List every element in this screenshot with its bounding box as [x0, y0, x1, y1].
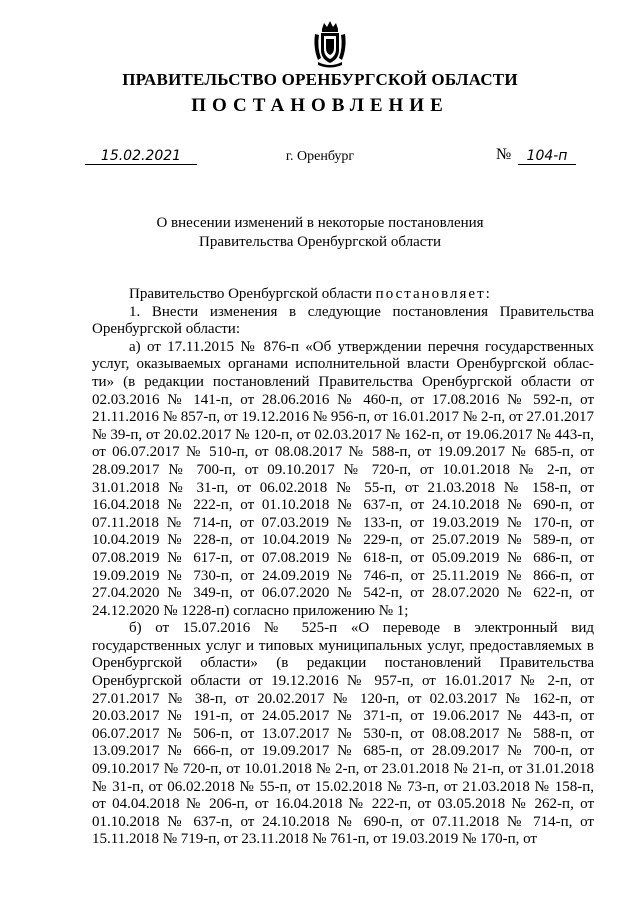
paragraph-item-1: 1. Внести изменения в следующие постановления Правительства Оренбургской области: — [92, 303, 594, 338]
document-date: 15.02.2021 — [85, 148, 197, 165]
subject-line-1: О внесении изменений в некоторые постановления — [156, 215, 484, 231]
coat-of-arms-icon — [312, 20, 348, 68]
document-body — [92, 286, 594, 849]
paragraph-item-a: а) от 17.11.2015 № 876-п «Об утверждении перечня государственных услуг, оказываемых органами исполнительной власти Оренбургской облас-ти» (в редакции постановлений Правительства Оренбургской области от 02.03.2016 № 141-п, от 28.06.2016 № 460-п, от 17.08.2016 № 592-п, от 21.11.2016 № 857-п, от 19.12.2016 № 956-п, от 16.01.2017 № 2-п, от 27.01.2017 № 39-п, от 20.02.2017 № 120-п, от 02.03.2017 № 162-п, от 19.06.2017 № 443-п, от 06.07.2017 № 510-п, от 08.08.2017 № 588-п, от 19.09.2017 № 685-п, от 28.09.2017 № 700-п, от 09.10.2017 № 720-п, от 10.01.2018 № 2-п, от 31.01.2018 № 31-п, от 06.02.2018 № 55-п, от 21.03.2018 № 158-п, от 16.04.2018 № 222-п, от 01.10.2018 № 637-п, от 24.10.2018 № 690-п, от 07.11.2018 № 714-п, от 07.03.2019 № 133-п, от 19.03.2019 № 170-п, от 10.04.2019 № 228-п, от 10.04.2019 № 229-п, от 25.07.2019 № 589-п, от 07.08.2019 № 617-п, от 07.08.2019 № 618-п, от 05.09.2019 № 686-п, от 19.09.2019 № 730-п, от 24.09.2019 № 746-п, от 25.11.2019 № 866-п, от 27.04.2020 № 349-п, от 06.07.2020 № 542-п, от 28.07.2020 № 622-п, от 24.12.2020 № 1228-п) согласно приложению № 1; — [92, 338, 594, 619]
document-type: ПОСТАНОВЛЕНИЕ — [191, 95, 449, 116]
document-number: 104-п — [518, 148, 576, 165]
document-subject — [0, 214, 640, 252]
subject-line-2: Правительства Оренбургской области — [199, 234, 441, 250]
number-label: № — [496, 146, 512, 163]
document-city: г. Оренбург — [285, 149, 355, 164]
preamble-verb: постановляет: — [375, 286, 492, 302]
preamble-text: Правительство Оренбургской области — [129, 286, 376, 302]
government-title: ПРАВИТЕЛЬСТВО ОРЕНБУРГСКОЙ ОБЛАСТИ — [122, 70, 518, 89]
preamble — [92, 286, 594, 304]
paragraph-item-b: б) от 15.07.2016 № 525-п «О переводе в электронный вид государственных услуг и типовых муниципальных услуг, предоставляемых в Оренбургской области» (в редакции постановлений Правительства Оренбургской области от 19.12.2016 № 957-п, от 16.01.2017 № 2-п, от 27.01.2017 № 38-п, от 20.02.2017 № 120-п, от 02.03.2017 № 162-п, от 20.03.2017 № 191-п, от 24.05.2017 № 371-п, от 19.06.2017 № 443-п, от 06.07.2017 № 506-п, от 13.07.2017 № 530-п, от 08.08.2017 № 588-п, от 13.09.2017 № 666-п, от 19.09.2017 № 685-п, от 28.09.2017 № 700-п, от 09.10.2017 № 720-п, от 10.01.2018 № 2-п, от 23.01.2018 № 21-п, от 31.01.2018 № 31-п, от 06.02.2018 № 55-п, от 15.02.2018 № 73-п, от 21.03.2018 № 158-п, от 04.04.2018 № 206-п, от 16.04.2018 № 222-п, от 03.05.2018 № 262-п, от 01.10.2018 № 637-п, от 24.10.2018 № 690-п, от 07.11.2018 № 714-п, от 15.11.2018 № 719-п, от 23.11.2018 № 761-п, от 19.03.2019 № 170-п, от — [92, 620, 594, 848]
